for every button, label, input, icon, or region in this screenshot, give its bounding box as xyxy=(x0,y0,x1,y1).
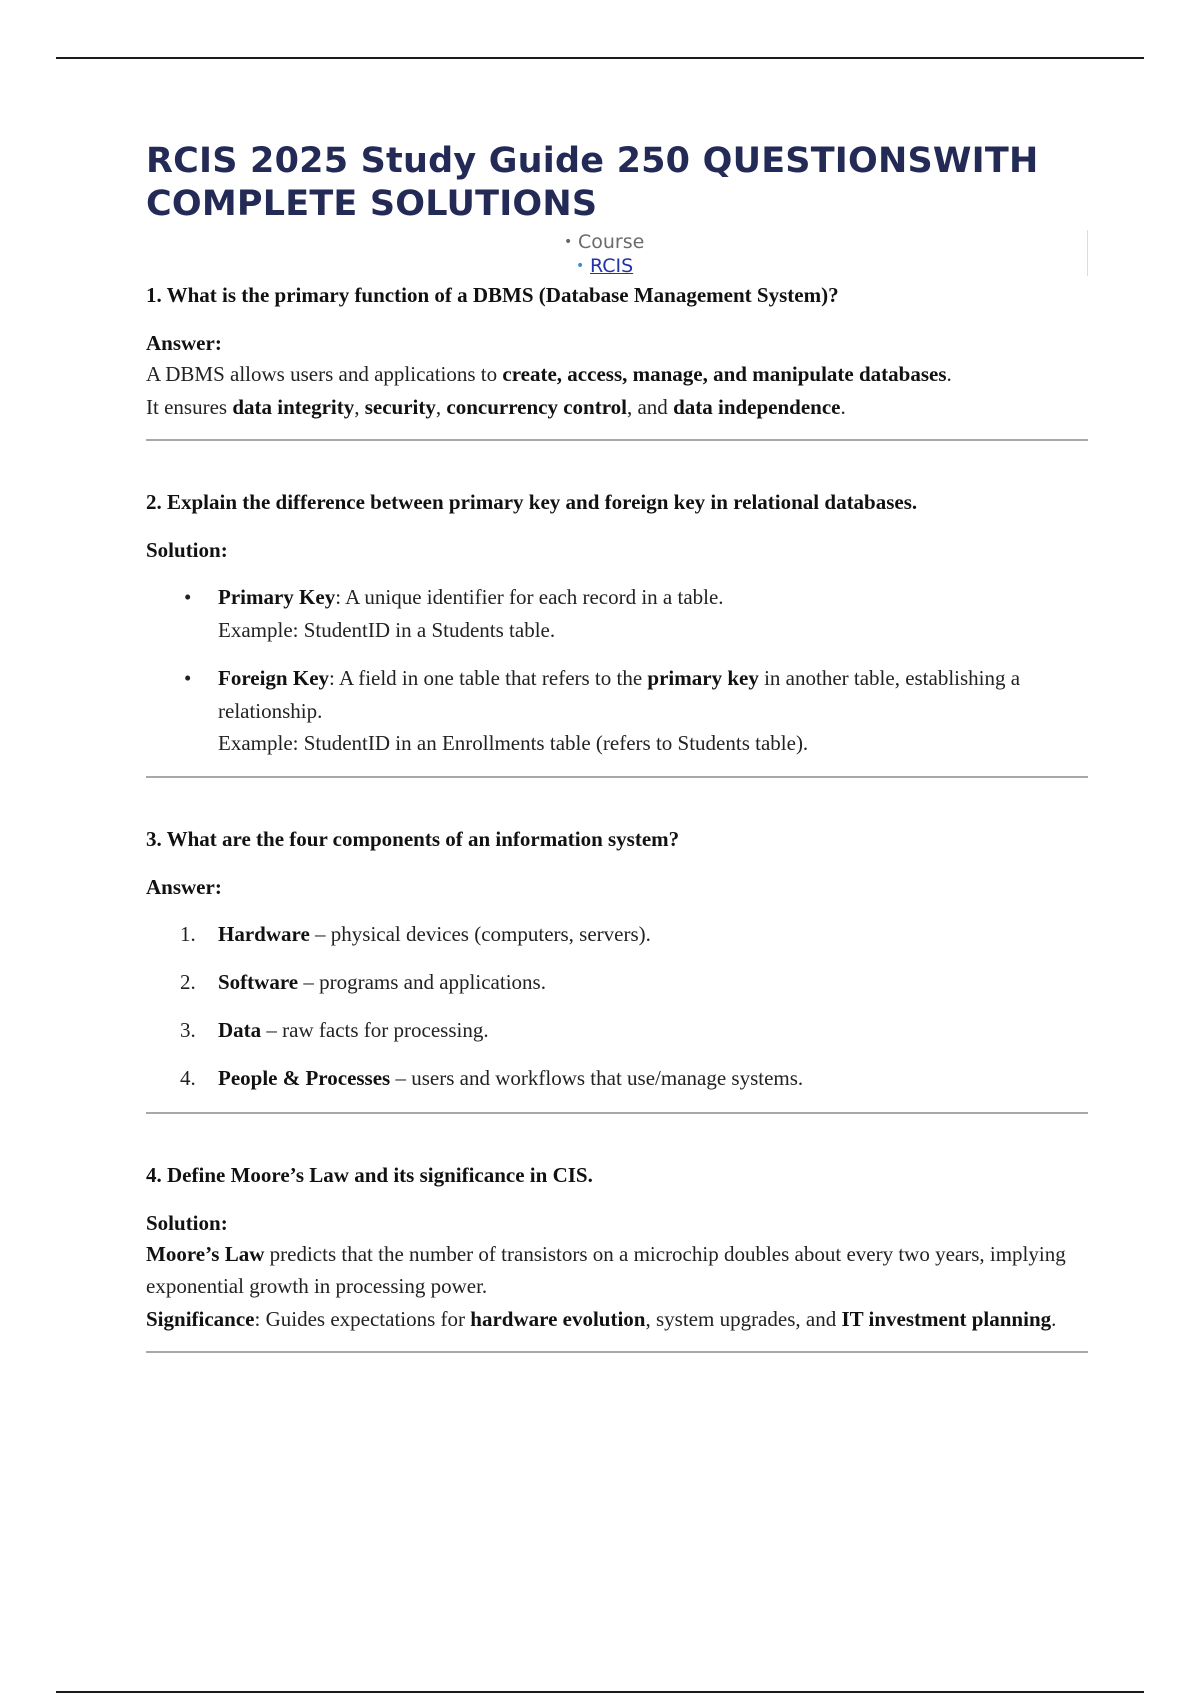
answer-label: Answer: xyxy=(146,874,222,899)
solution-emphasis: IT investment planning xyxy=(841,1306,1052,1331)
rcis-course-link[interactable]: RCIS xyxy=(590,255,634,277)
list-item-example: Example: StudentID in an Enrollments table (refers to Students table). xyxy=(218,731,809,755)
answer-emphasis: security xyxy=(364,394,436,419)
solution-text: predicts that the number of transistors on a microchip doubles about every two years, implying exponential growth in processing power. xyxy=(146,1241,1066,1298)
list-item-number: 1. xyxy=(180,921,196,946)
answer-text: . xyxy=(840,394,846,419)
list-item-term: Hardware xyxy=(218,921,310,946)
solution-emphasis: hardware evolution xyxy=(470,1306,646,1331)
list-item xyxy=(146,918,1088,966)
list-item xyxy=(146,966,1088,1014)
answer-text: . xyxy=(946,362,952,386)
answer-text: , and xyxy=(626,394,674,419)
answer-emphasis: concurrency control xyxy=(446,394,627,419)
section-divider xyxy=(146,1351,1088,1353)
solution-text: , system upgrades, and xyxy=(645,1306,842,1331)
solution-body xyxy=(146,1238,1088,1336)
page-top-rule xyxy=(56,57,1144,59)
list-item xyxy=(146,1014,1088,1062)
section-divider xyxy=(146,1112,1088,1114)
document-title: RCIS 2025 Study Guide 250 QUESTIONSWITH COMPLETE SOLUTIONS xyxy=(146,141,1039,224)
list-item-example: Example: StudentID in a Students table. xyxy=(218,617,556,642)
question-4-text: 4. Define Moore’s Law and its significance in CIS. xyxy=(146,1162,593,1187)
page-bottom-rule xyxy=(56,1691,1144,1693)
question-4 xyxy=(146,1160,1088,1336)
answer-emphasis: data independence xyxy=(673,394,841,419)
solution-emphasis: Moore’s Law xyxy=(146,1241,265,1266)
list-item-text: – raw facts for processing. xyxy=(261,1017,489,1042)
list-item-text: – programs and applications. xyxy=(298,969,546,994)
list-item-term: Primary Key xyxy=(218,585,336,609)
answer-emphasis: data integrity xyxy=(232,394,355,419)
answer-emphasis: create, access, manage, and manipulate databases xyxy=(502,362,947,386)
list-item-term: Foreign Key xyxy=(218,666,330,690)
list-item-text: : A unique identifier for each record in a table. xyxy=(335,585,724,609)
list-item-emphasis: primary key xyxy=(647,666,759,690)
solution-emphasis: Significance xyxy=(146,1306,255,1331)
question-3 xyxy=(146,824,1088,1096)
answer-numbered-list xyxy=(146,918,1088,1096)
section-divider xyxy=(146,439,1088,441)
answer-body xyxy=(146,358,1088,423)
solution-label: Solution: xyxy=(146,538,228,562)
list-item-text: : A field in one table that refers to the xyxy=(329,666,648,690)
list-item-text: – physical devices (computers, servers). xyxy=(309,921,651,946)
solution-text: : Guides expectations for xyxy=(254,1306,471,1331)
list-item xyxy=(146,581,1088,646)
answer-label: Answer: xyxy=(146,331,222,355)
section-divider xyxy=(146,776,1088,778)
question-3-text: 3. What are the four components of an information system? xyxy=(146,826,680,851)
question-2-text: 2. Explain the difference between primary key and foreign key in relational databases. xyxy=(146,490,918,514)
list-item-term: People & Processes xyxy=(218,1065,391,1090)
bullet-icon: • xyxy=(184,585,192,609)
list-item-text: – users and workflows that use/manage systems. xyxy=(390,1065,804,1090)
breadcrumb-divider xyxy=(1087,230,1088,276)
solution-text: . xyxy=(1051,1306,1057,1331)
answer-text: It ensures xyxy=(146,394,233,419)
breadcrumb-item-rcis xyxy=(576,254,633,278)
answer-text: , xyxy=(435,394,447,419)
question-1 xyxy=(146,280,1088,423)
solution-label: Solution: xyxy=(146,1210,228,1235)
bullet-icon: • xyxy=(564,234,573,250)
breadcrumb-item-course xyxy=(564,230,644,254)
breadcrumb-course-label: Course xyxy=(578,231,645,253)
document-page xyxy=(146,140,1088,1353)
question-2 xyxy=(146,487,1088,760)
list-item xyxy=(146,1062,1088,1096)
list-item-number: 3. xyxy=(180,1017,196,1042)
list-item-number: 2. xyxy=(180,969,196,994)
breadcrumb xyxy=(146,228,1088,278)
bullet-icon: • xyxy=(184,666,192,690)
list-item-term: Software xyxy=(218,969,299,994)
answer-text: A DBMS allows users and applications to xyxy=(146,362,503,386)
list-item-term: Data xyxy=(218,1017,262,1042)
list-item-text: in another table, establishing a relationship. xyxy=(218,666,1021,723)
bullet-icon: • xyxy=(576,258,585,274)
list-item-number: 4. xyxy=(180,1065,196,1090)
solution-list xyxy=(146,581,1088,760)
question-1-text: 1. What is the primary function of a DBMS (Database Management System)? xyxy=(146,283,839,307)
answer-text: , xyxy=(354,394,365,419)
list-item xyxy=(146,662,1088,760)
